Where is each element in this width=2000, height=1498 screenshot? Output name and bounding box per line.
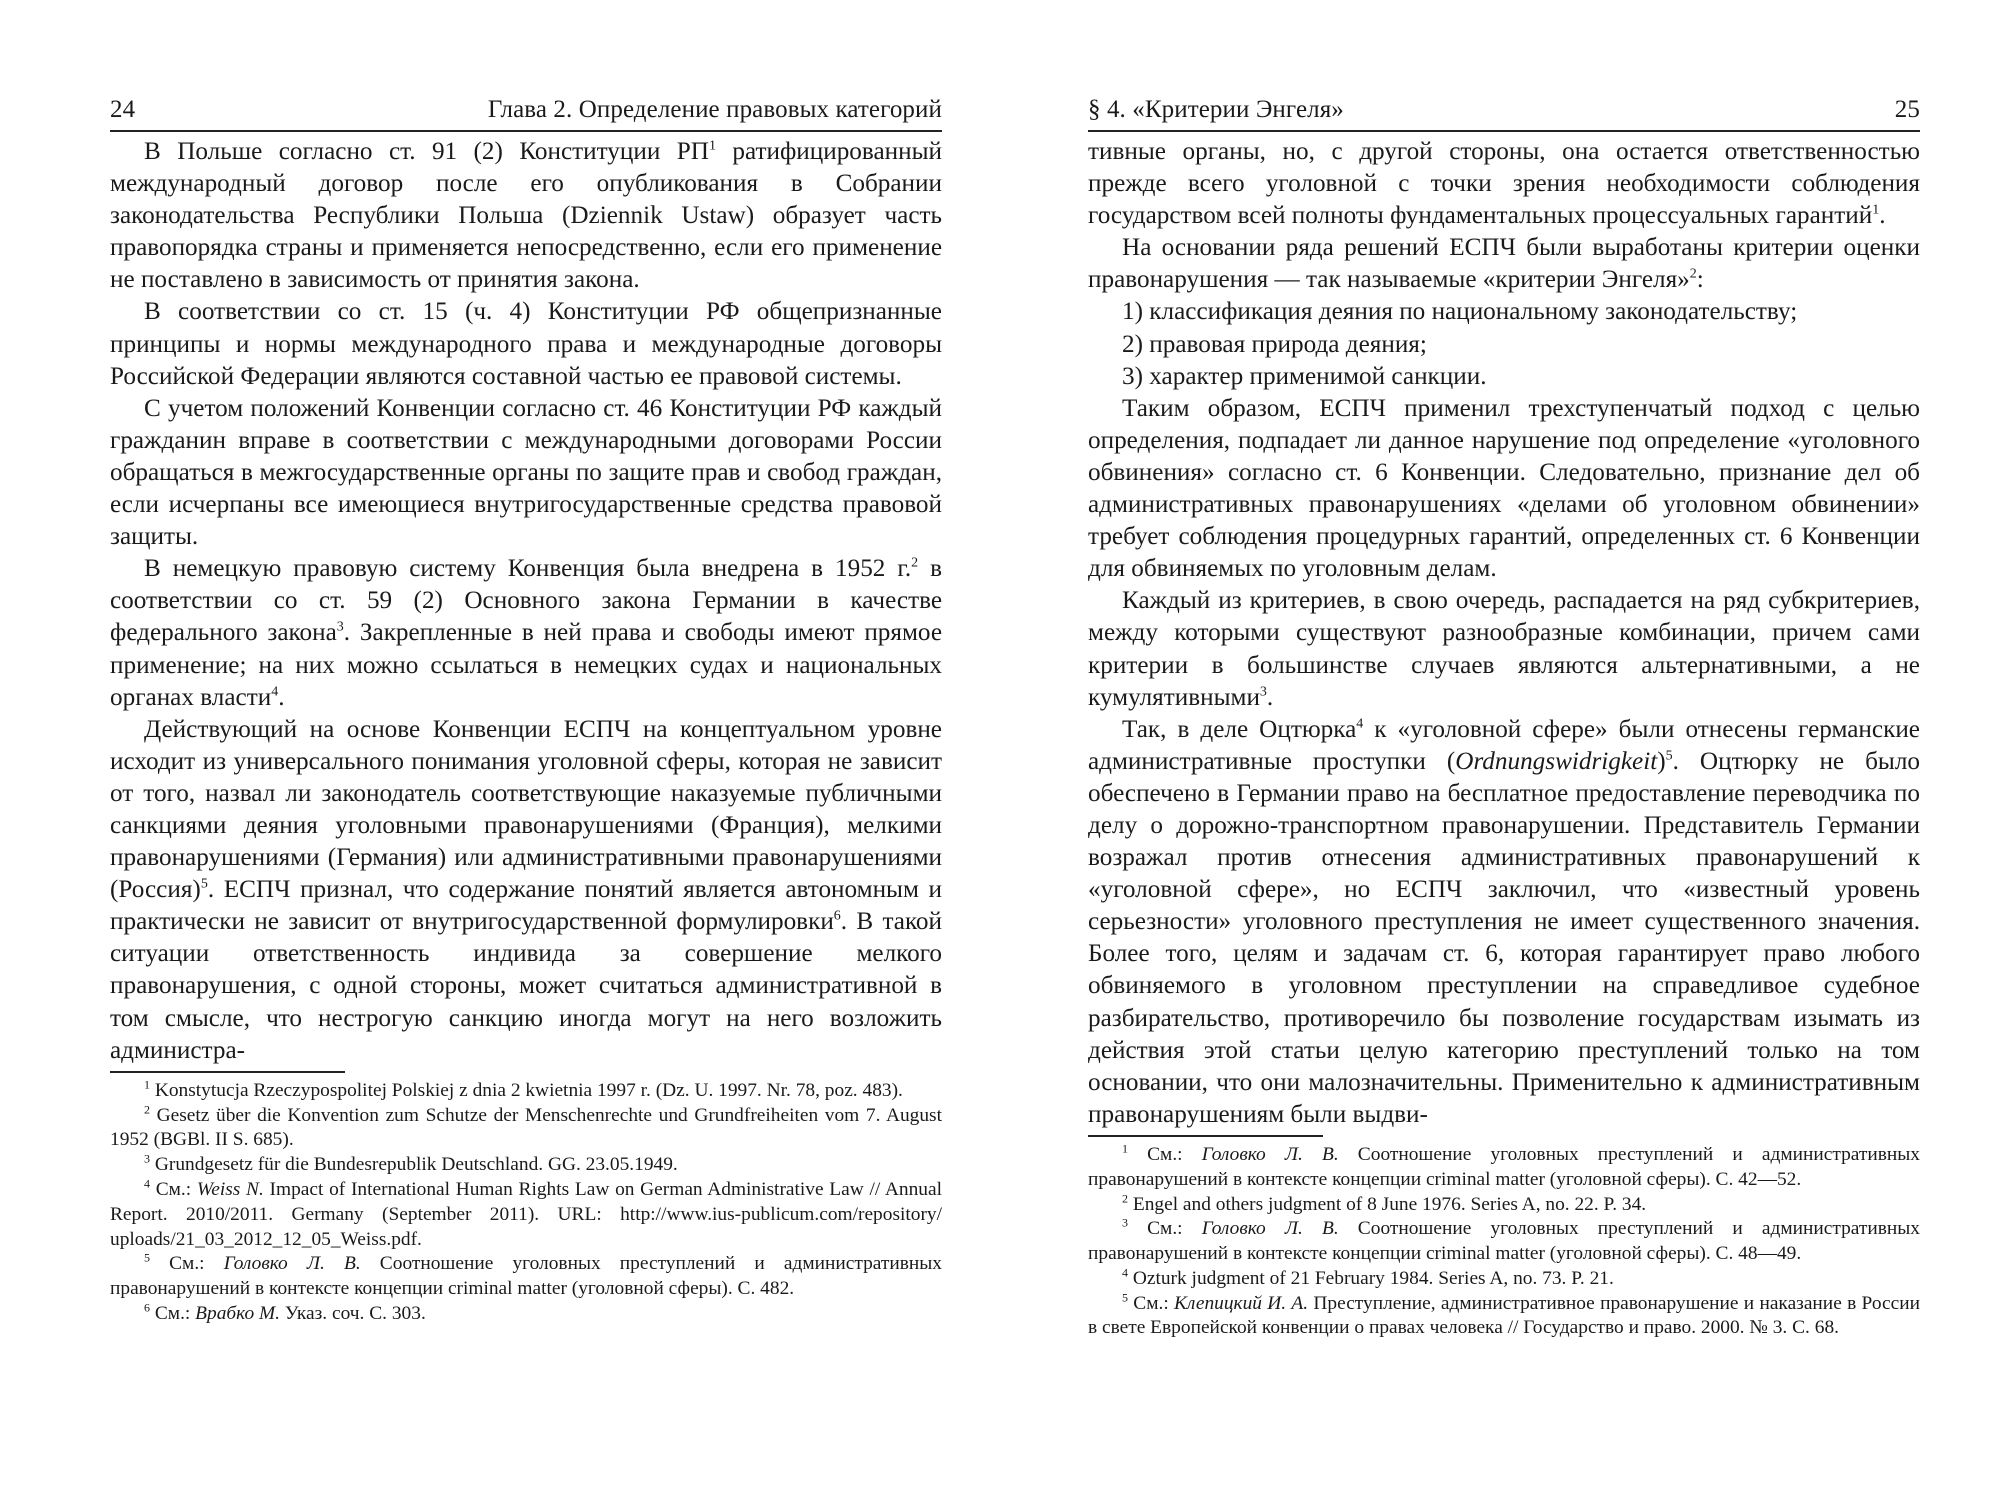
footnote: $^3$ См.: Головко Л. В. Соотношение уголовных преступлений и административных правонарушений в контексте концепции criminal matter (уголовной сферы). С. 48—49. xyxy=(1088,1215,1920,1265)
left-footnotes xyxy=(110,1079,942,1327)
footnote: $^1$ См.: Головко Л. В. Соотношение уголовных преступлений и административных правонарушений в контексте концепции criminal matter (уголовной сферы). С. 42—52. xyxy=(1088,1141,1920,1190)
left-running-head: Глава 2. Определение правовых категорий xyxy=(487,96,942,123)
paragraph: Так, в деле Оцтюрка$^4$ к «уголовной сфере» были отнесены германские административные проступки (Ordnungswidrigkeit)$^5$. Оцтюрку не было обеспечено в Германии право на бесплатное предоставление переводчика по делу о дорожно-транспортном правонарушении. Представитель Германии возражал против отнесения административных правонарушений к «уголовной сфере», но ЕСПЧ заключил, что «известный уровень серьезности» уголовного преступления не имеет существенного значения. Более того, целям и задачам ст. 6, которая гарантирует право любого обвиняемого в уголовном преступлении на справедливое судебное разбирательство, противоречило бы позволение государствам изымать из действия этой статьи целую категорию преступлений только на том основании, что они малозначительны. Применительно к административным правонарушениям были выдви- xyxy=(1088,715,1920,1128)
footnote: $^2$ Engel and others judgment of 8 June 1976. Series A, no. 22. P. 34. xyxy=(1122,1191,1647,1215)
left-page xyxy=(110,96,942,1327)
right-running-head: § 4. «Критерии Энгеля» xyxy=(1088,96,1344,123)
paragraph: С учетом положений Конвенции согласно ст. 46 Конституции РФ каждый гражданин вправе в соответствии с международными договорами России обращаться в межгосударственные органы по защите прав и свобод граждан, если исчерпаны все имеющиеся внутригосударственные средства правовой защиты. xyxy=(110,394,942,551)
footnote: $^1$ Konstytucja Rzeczypospolitej Polskiej z dnia 2 kwietnia 1997 r. (Dz. U. 1997. Nr. 78, poz. 483). xyxy=(144,1077,903,1101)
footnote: $^3$ Grundgesetz für die Bundesrepublik Deutschland. GG. 23.05.1949. xyxy=(144,1151,678,1176)
list-item: 1) классификация деяния по национальному законодательству; xyxy=(1122,298,1798,326)
right-running-header xyxy=(1088,96,1920,132)
left-running-header xyxy=(110,96,942,132)
left-body-text xyxy=(110,136,942,1067)
footnote: $^5$ См.: Головко Л. В. Соотношение уголовных преступлений и административных правонарушений в контексте концепции criminal matter (уголовной сферы). С. 482. xyxy=(110,1250,942,1300)
footnote: $^4$ Ozturk judgment of 21 February 1984. Series A, no. 73. P. 21. xyxy=(1122,1265,1614,1289)
footnote: $^4$ См.: Weiss N. Impact of International Human Rights Law on German Administrative Law // Annual Report. 2010/2011. Germany (September 2011). URL: http://www.ius-publicum.com/repository/ uploads/21_03_2012_12_05_Weiss.pdf. xyxy=(110,1176,942,1250)
list-item: 3) характер применимой санкции. xyxy=(1122,362,1487,390)
right-page-number: 25 xyxy=(1894,96,1920,123)
left-page-number: 24 xyxy=(110,96,136,123)
right-page xyxy=(1088,96,1920,1341)
footnote: $^2$ Gesetz über die Konvention zum Schutze der Menschenrechte und Grundfreiheiten vom 7. August 1952 (BGBl. II S. 685). xyxy=(110,1102,942,1151)
footnote: $^5$ См.: Клепицкий И. А. Преступление, административное правонарушение и наказание в России в свете Европейской конвенции о правах человека // Государство и право. 2000. № 3. С. 68. xyxy=(1088,1290,1920,1339)
right-footnotes xyxy=(1088,1143,1920,1341)
right-body-text xyxy=(1088,136,1920,1131)
paragraph: тивные органы, но, с другой стороны, она остается ответственностью прежде всего уголовной с точки зрения необходимости соблюдения государством всей полноты фундаментальных процессуальных гарантий$^1$. xyxy=(1088,138,1920,230)
list-item: 2) правовая природа деяния; xyxy=(1122,330,1427,358)
paragraph: На основании ряда решений ЕСПЧ были выработаны критерии оценки правонарушения — так называемые «критерии Энгеля»$^2$: xyxy=(1088,234,1920,294)
footnote: $^6$ См.: Врабко М. Указ. соч. С. 303. xyxy=(144,1300,426,1324)
paragraph: В Польше согласно ст. 91 (2) Конституции $РП^1$ ратифицированный международный договор после его опубликования в Собрании законодательства Республики Польша (Dziennik Ustaw) образует часть правопорядка страны и применяется непосредственно, если его применение не поставлено в зависимость от принятия закона. xyxy=(110,138,943,294)
paragraph: Каждый из критериев, в свою очередь, распадается на ряд субкритериев, между которыми существуют разнообразные комбинации, причем сами критерии в большинстве случаев являются альтернативными, а не кумулятивными$^3$. xyxy=(1088,587,1920,711)
footnote-divider xyxy=(1088,1135,1323,1137)
paragraph: В немецкую правовую систему Конвенция была внедрена в 1952 г.$^2$ в соответствии со ст. 59 (2) Основного закона Германии в качестве федерального закона$^3$. Закрепленные в ней права и свободы имеют прямое применение; на них можно ссылаться в немецких судах и национальных органах власти$^4$. xyxy=(110,555,943,711)
paragraph: Действующий на основе Конвенции ЕСПЧ на концептуальном уровне исходит из универсального понимания уголовной сферы, которая не зависит от того, назвал ли законодатель соответствующие наказуемые публичными санкциями деяния уголовными правонарушениями (Франция), мелкими правонарушениями (Германия) или административными правонарушениями (Россия)$^5$. ЕСПЧ признал, что содержание понятий является автономным и практически не зависит от внутригосударственной формулировки$^6$. В такой ситуации ответственность индивида за совершение мелкого правонарушения, с одной стороны, может считаться административной в том смысле, что нестрогую санкцию иногда могут на него возложить администра- xyxy=(110,715,942,1064)
paragraph: Таким образом, ЕСПЧ применил трехступенчатый подход с целью определения, подпадает ли данное нарушение под определение «уголовного обвинения» согласно ст. 6 Конвенции. Следовательно, признание дел об административных правонарушениях «делами об уголовном обвинении» требует соблюдения процедурных гарантий, определенных ст. 6 Конвенции для обвиняемых по уголовным делам. xyxy=(1088,394,1920,583)
footnote-divider xyxy=(110,1071,345,1073)
paragraph: В соответствии со ст. 15 (ч. 4) Конституции РФ общепризнанные принципы и нормы международного права и международные договоры Российской Федерации являются составной частью ее правовой системы. xyxy=(110,298,942,390)
